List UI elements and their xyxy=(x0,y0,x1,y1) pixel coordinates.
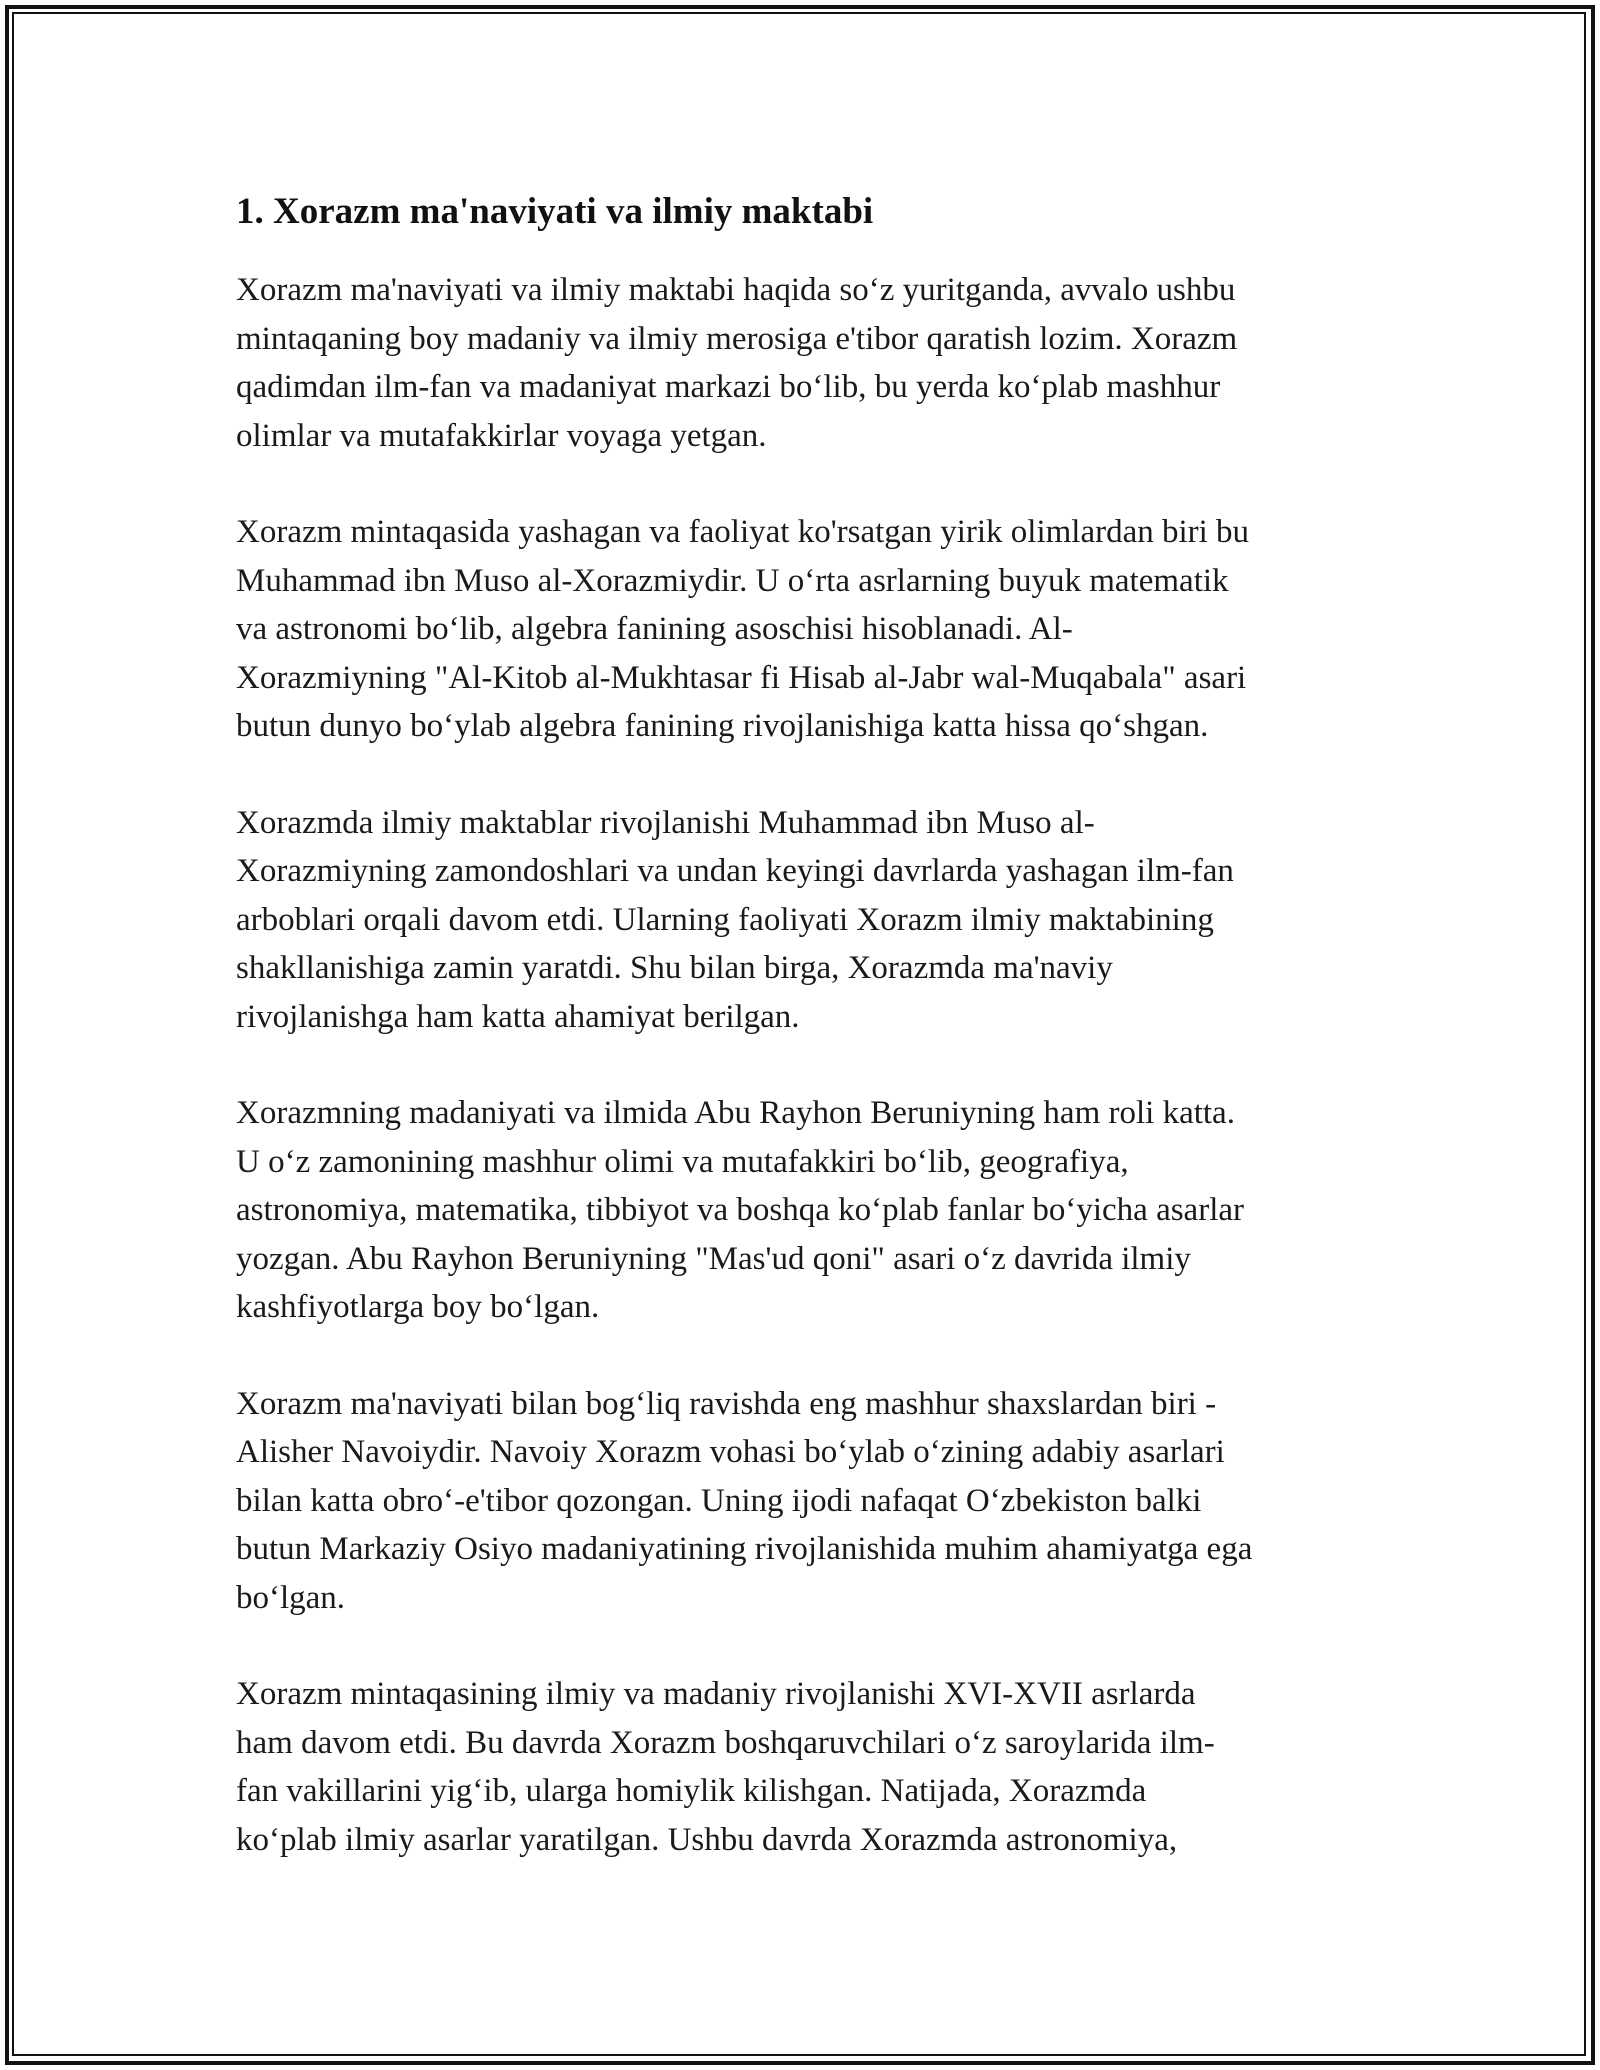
paragraph-5 xyxy=(236,1380,1366,1623)
text-line: Alisher Navoiydir. Navoiy Xorazm vohasi bo‘ylab o‘zining adabiy asarlari xyxy=(236,1434,1225,1470)
text-line: Xorazmiyning zamondoshlari va undan keyingi davrlarda yashagan ilm-fan xyxy=(236,853,1234,889)
text-line: Xorazm mintaqasida yashagan va faoliyat ko'rsatgan yirik olimlardan biri bu xyxy=(236,514,1250,550)
text-line: olimlar va mutafakkirlar voyaga yetgan. xyxy=(236,417,767,454)
section-heading: 1. Xorazm ma'naviyati va ilmiy maktabi xyxy=(236,191,874,232)
text-line: rivojlanishga ham katta ahamiyat berilgan. xyxy=(236,998,800,1035)
text-line: Muhammad ibn Muso al-Xorazmiydir. U o‘rta asrlarning buyuk matematik xyxy=(236,562,1229,599)
text-line: butun Markaziy Osiyo madaniyatining rivojlanishida muhim ahamiyatga ega xyxy=(236,1531,1253,1567)
text-line: Xorazmda ilmiy maktablar rivojlanishi Muhammad ibn Muso al- xyxy=(236,804,1095,841)
text-line: astronomiya, matematika, tibbiyot va boshqa ko‘plab fanlar bo‘yicha asarlar xyxy=(236,1192,1244,1228)
text-line: va astronomi bo‘lib, algebra fanining asoschisi hisoblanadi. Al- xyxy=(236,611,1073,647)
paragraph-1 xyxy=(236,266,1366,460)
text-line: ko‘plab ilmiy asarlar yaratilgan. Ushbu davrda Xorazmda astronomiya, xyxy=(236,1821,1178,1858)
text-line: Xorazm ma'naviyati va ilmiy maktabi haqida so‘z yuritganda, avvalo ushbu xyxy=(236,272,1236,308)
text-line: Xorazmiyning "Al-Kitob al-Mukhtasar fi Hisab al-Jabr wal-Muqabala" asari xyxy=(236,659,1247,696)
text-line: Xorazm mintaqasining ilmiy va madaniy rivojlanishi XVI-XVII asrlarda xyxy=(236,1676,1196,1712)
text-line: kashfiyotlarga boy bo‘lgan. xyxy=(236,1289,600,1325)
text-line: bilan katta obro‘-e'tibor qozongan. Uning ijodi nafaqat O‘zbekiston balki xyxy=(236,1482,1202,1519)
paragraph-6 xyxy=(236,1670,1366,1864)
text-line: qadimdan ilm-fan va madaniyat markazi bo‘lib, bu yerda ko‘plab mashhur xyxy=(236,369,1221,405)
document-page xyxy=(236,186,1366,1912)
text-line: fan vakillarini yig‘ib, ularga homiylik kilishgan. Natijada, Xorazmda xyxy=(236,1773,1147,1809)
text-line: Xorazm ma'naviyati bilan bog‘liq ravishda eng mashhur shaxslardan biri - xyxy=(236,1385,1217,1422)
text-line: bo‘lgan. xyxy=(236,1579,346,1616)
text-line: butun dunyo bo‘ylab algebra fanining rivojlanishiga katta hissa qo‘shgan. xyxy=(236,708,1209,744)
paragraph-2 xyxy=(236,508,1366,751)
text-line: yozgan. Abu Rayhon Beruniyning "Mas'ud qoni" asari o‘z davrida ilmiy xyxy=(236,1240,1191,1277)
text-line: ham davom etdi. Bu davrda Xorazm boshqaruvchilari o‘z saroylarida ilm- xyxy=(236,1724,1215,1761)
paragraph-4 xyxy=(236,1089,1366,1332)
text-line: Xorazmning madaniyati va ilmida Abu Rayhon Beruniyning ham roli katta. xyxy=(236,1095,1235,1131)
text-line: shakllanishiga zamin yaratdi. Shu bilan birga, Xorazmda ma'naviy xyxy=(236,950,1113,986)
text-line: mintaqaning boy madaniy va ilmiy merosiga e'tibor qaratish lozim. Xorazm xyxy=(236,320,1238,357)
text-line: arboblari orqali davom etdi. Ularning faoliyati Xorazm ilmiy maktabining xyxy=(236,901,1214,938)
paragraph-3 xyxy=(236,799,1366,1042)
text-line: U o‘z zamonining mashhur olimi va mutafakkiri bo‘lib, geografiya, xyxy=(236,1143,1129,1180)
